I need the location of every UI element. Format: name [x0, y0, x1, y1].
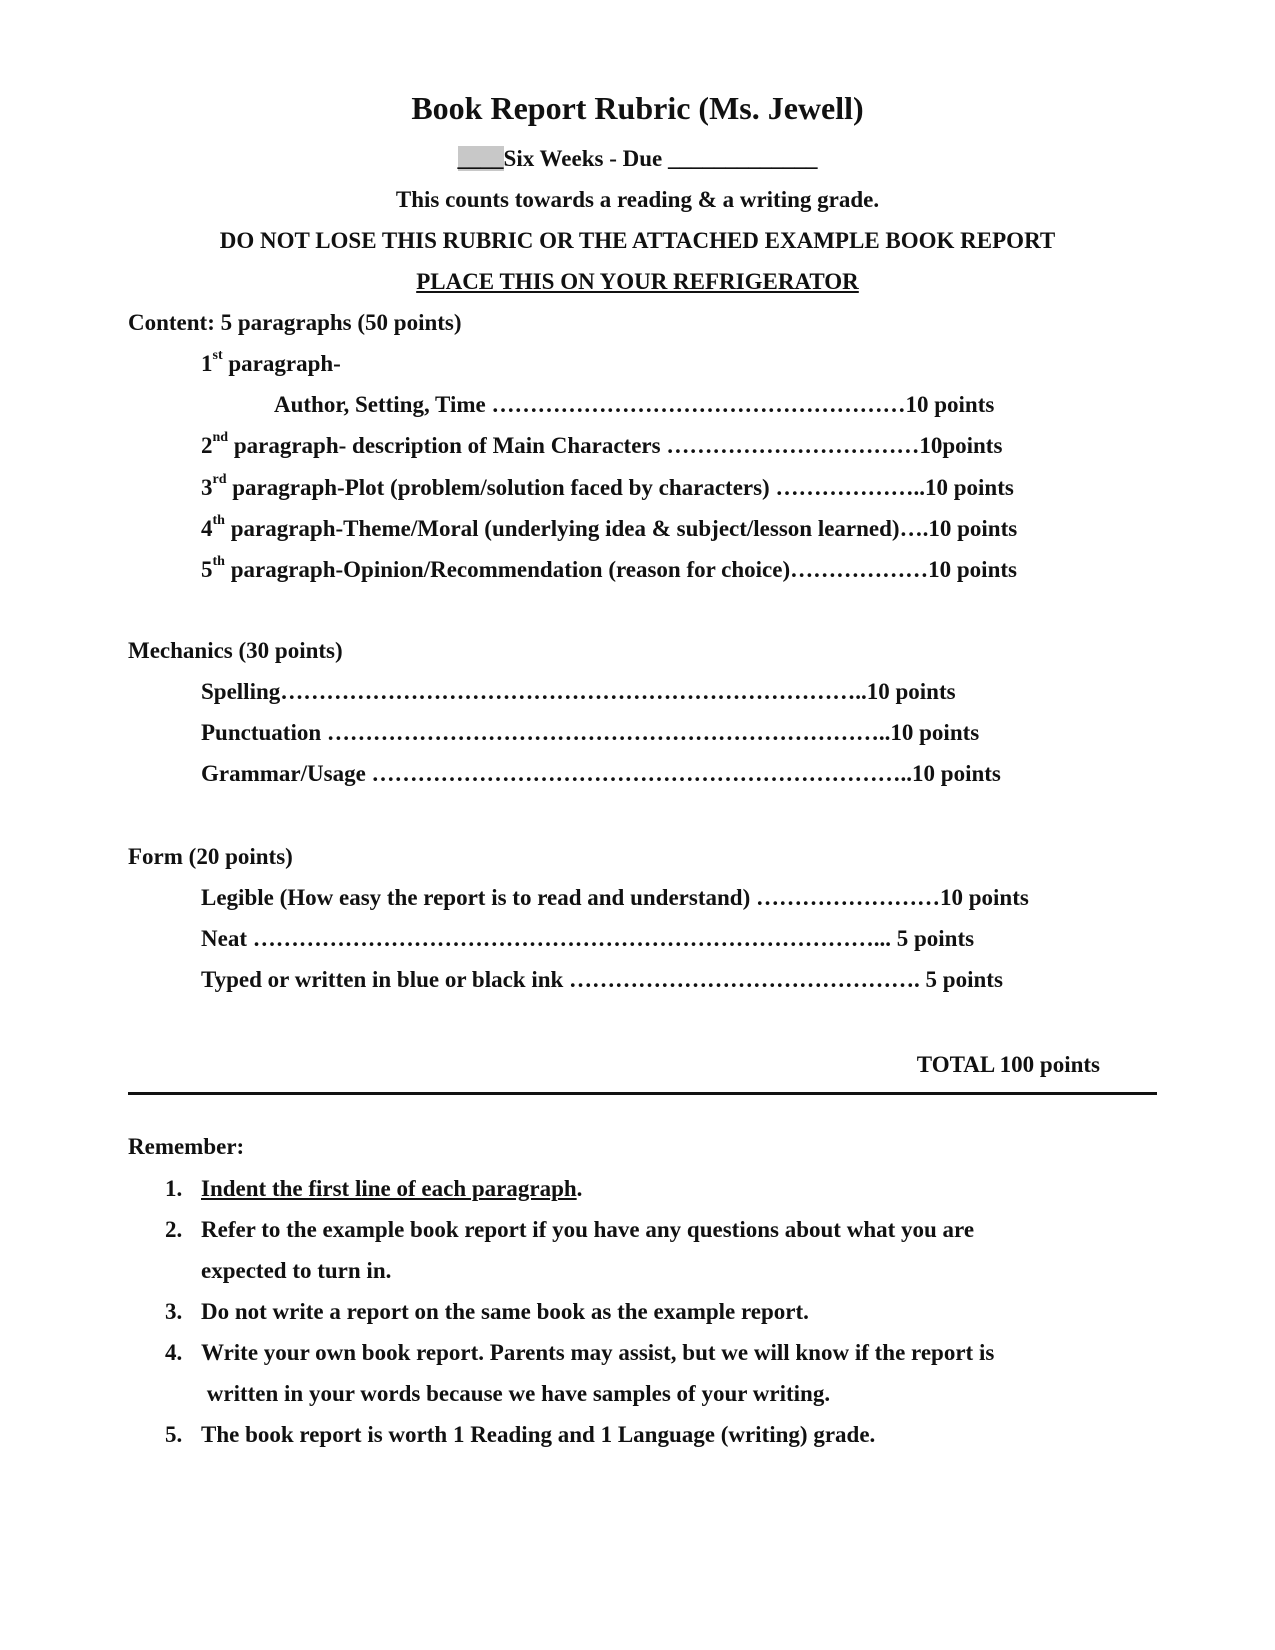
mechanics-heading: Mechanics (30 points) [128, 638, 343, 663]
item-1-underlined: Indent the first line of each paragraph [201, 1176, 577, 1201]
six-weeks-due-line [0, 144, 1275, 174]
item-5-number: 5. [165, 1422, 183, 1447]
total-points: TOTAL 100 points [916, 1052, 1100, 1077]
p3-number: 3 [201, 475, 213, 500]
p4-number: 4 [201, 516, 213, 541]
p1-number: 1 [201, 351, 213, 376]
six-weeks-blank: ____ [457, 146, 504, 171]
content-heading: Content: 5 paragraphs (50 points) [128, 310, 462, 335]
paragraph-3-row [201, 473, 1014, 503]
item-4-line-1: Write your own book report. Parents may assist, but we will know if the report is [201, 1340, 995, 1365]
six-weeks-text: Six Weeks - Due _____________ [503, 146, 818, 171]
p3-text: paragraph-Plot (problem/solution faced by characters) ………………..10 points [226, 475, 1014, 500]
p3-ordinal: rd [212, 472, 227, 488]
p4-ordinal: th [212, 513, 225, 529]
remember-item-5 [165, 1420, 875, 1450]
paragraph-5-row [201, 555, 1017, 585]
item-2-line-1: Refer to the example book report if you have any questions about what you are [201, 1217, 975, 1242]
p5-text: paragraph-Opinion/Recommendation (reason for choice)………………10 points [224, 557, 1017, 582]
spelling-row: Spelling…………………………………………………………………..10 points [201, 679, 956, 704]
item-4-number: 4. [165, 1340, 183, 1365]
neat-row: Neat ………………………………………………………………………... 5 points [201, 926, 975, 951]
refrigerator-text: PLACE THIS ON YOUR REFRIGERATOR [416, 269, 859, 294]
paragraph-1-detail: Author, Setting, Time ………………………………………………10 points [274, 392, 995, 417]
item-1-number: 1. [165, 1176, 183, 1201]
punctuation-row: Punctuation ………………………………………………………………..10 points [201, 720, 980, 745]
p5-ordinal: th [212, 554, 225, 570]
remember-item-4 [165, 1338, 994, 1368]
p5-number: 5 [201, 557, 213, 582]
item-4-line-2: written in your words because we have samples of your writing. [201, 1381, 831, 1406]
grammar-row: Grammar/Usage ……………………………………………………………..10 points [201, 761, 1001, 786]
p2-ordinal: nd [212, 430, 229, 446]
counts-line: This counts towards a reading & a writing grade. [395, 187, 880, 212]
item-3-line-1: Do not write a report on the same book as the example report. [201, 1299, 809, 1324]
refrigerator-line [0, 267, 1275, 297]
p1-label-text: paragraph- [222, 351, 341, 376]
paragraph-2-row [201, 431, 1002, 461]
legible-row: Legible (How easy the report is to read and understand) ……………………10 points [201, 885, 1029, 910]
remember-item-3 [165, 1297, 809, 1327]
remember-item-1 [165, 1174, 582, 1204]
paragraph-1-label [201, 349, 341, 379]
form-heading: Form (20 points) [128, 844, 293, 869]
page-title: Book Report Rubric (Ms. Jewell) [411, 90, 864, 126]
item-2-line-2: expected to turn in. [201, 1258, 392, 1283]
total-divider [128, 1092, 1157, 1095]
remember-heading: Remember: [128, 1134, 245, 1159]
typed-row: Typed or written in blue or black ink ………………………………………. 5 points [201, 967, 1003, 992]
item-1-period: . [576, 1176, 583, 1201]
p2-number: 2 [201, 433, 213, 458]
p4-text: paragraph-Theme/Moral (underlying idea & subject/lesson learned)….10 points [224, 516, 1018, 541]
item-5-line-1: The book report is worth 1 Reading and 1 Language (writing) grade. [201, 1422, 876, 1447]
item-2-number: 2. [165, 1217, 183, 1242]
remember-item-2 [165, 1215, 974, 1245]
p2-text: paragraph- description of Main Characters ……………………………10points [228, 433, 1003, 458]
warning-line: DO NOT LOSE THIS RUBRIC OR THE ATTACHED EXAMPLE BOOK REPORT [219, 228, 1056, 253]
paragraph-4-row [201, 514, 1017, 544]
p1-ordinal: st [212, 348, 223, 364]
item-3-number: 3. [165, 1299, 183, 1324]
